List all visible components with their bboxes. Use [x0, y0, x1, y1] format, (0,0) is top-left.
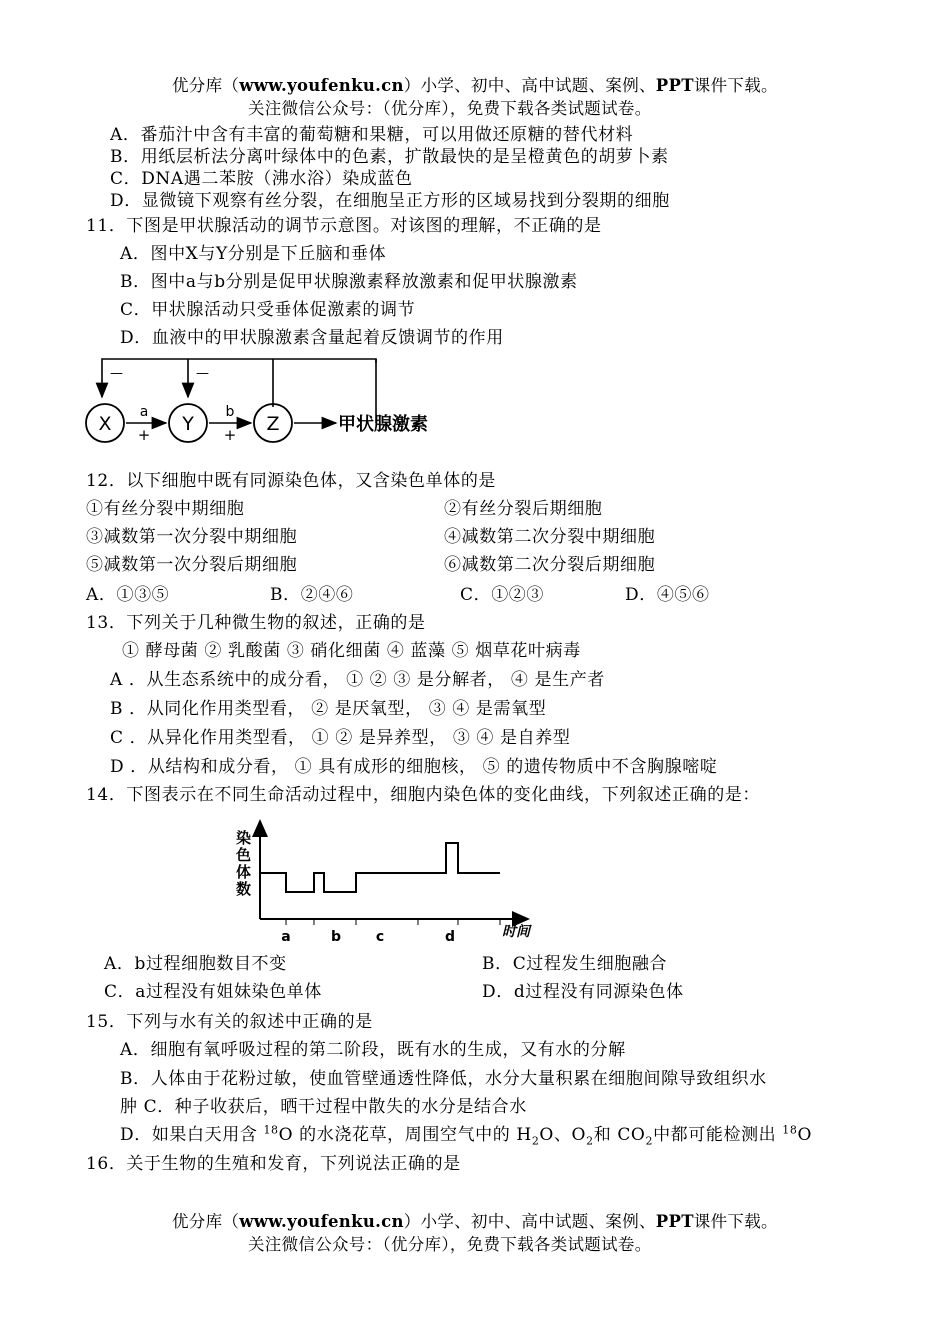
segment-label-d: d	[444, 929, 456, 945]
q13-option-b: B ．从同化作用类型看， ② 是厌氧型， ③ ④ 是需氧型	[110, 699, 547, 719]
q12-option-b: B．②④⑥	[270, 585, 354, 605]
plus-sign-a: +	[137, 426, 151, 444]
q10-option-c: C．DNA遇二苯胺（沸水浴）染成蓝色	[110, 169, 413, 189]
q16-stem: 16．关于生物的生殖和发育，下列说法正确的是	[86, 1154, 461, 1174]
q15-option-b-line2: 肿 C．种子收获后，晒干过程中散失的水分是结合水	[120, 1097, 527, 1117]
q13-stem: 13．下列关于几种微生物的叙述，正确的是	[86, 613, 426, 633]
q15-option-a: A．细胞有氧呼吸过程的第二阶段，既有水的生成，又有水的分解	[120, 1040, 626, 1060]
q13-option-a: A ．从生态系统中的成分看， ① ② ③ 是分解者， ④ 是生产者	[110, 670, 605, 690]
y-axis-label-char: 数	[236, 880, 252, 898]
thyroid-regulation-diagram	[80, 355, 460, 450]
chromosome-curve	[260, 843, 500, 892]
y-axis-label-char: 染	[236, 829, 252, 847]
q10-option-a: A．番茄汁中含有丰富的葡萄糖和果糖，可以用做还原糖的替代材料	[110, 125, 634, 145]
feedback-line-to-x	[102, 359, 376, 397]
q15-option-d	[120, 1124, 812, 1146]
q14-option-c: C．a过程没有姐妹染色单体	[104, 982, 322, 1002]
footer-text: 优分库（	[172, 1212, 240, 1231]
footer-text: ）小学、初中、高中试题、案例、	[403, 1212, 656, 1231]
text-run: 和 CO	[593, 1125, 646, 1145]
superscript: 18	[782, 1123, 798, 1137]
subscript: 2	[645, 1134, 654, 1148]
chromosome-chart	[228, 815, 548, 950]
q11-option-d: D．血液中的甲状腺激素含量起着反馈调节的作用	[120, 328, 504, 348]
header-site: www.youfenku.cn	[239, 76, 404, 95]
node-y-label: Y	[182, 413, 194, 435]
q12-item-4: ④减数第二次分裂中期细胞	[444, 527, 656, 547]
page-footer	[172, 1211, 778, 1233]
subscript: 2	[531, 1134, 540, 1148]
q12-option-a: A．①③⑤	[86, 585, 170, 605]
q14-option-d: D．d过程没有同源染色体	[482, 982, 684, 1002]
q12-option-d: D．④⑤⑥	[625, 585, 710, 605]
plus-sign-b: +	[223, 426, 237, 444]
footer-subline: 关注微信公众号：（优分库），免费下载各类试题试卷。	[248, 1235, 652, 1254]
q12-item-1: ①有丝分裂中期细胞	[86, 499, 245, 519]
q15-stem: 15．下列与水有关的叙述中正确的是	[86, 1012, 373, 1032]
text-run: O、O	[539, 1125, 587, 1145]
q13-option-c: C ．从异化作用类型看， ① ② 是异养型， ③ ④ 是自养型	[110, 728, 571, 748]
text-run: 中都可能检测出	[653, 1125, 783, 1145]
header-ppt: PPT	[655, 76, 694, 95]
q12-item-5: ⑤减数第一次分裂后期细胞	[86, 555, 298, 575]
arrow-label-b: b	[225, 404, 235, 420]
footer-site: www.youfenku.cn	[239, 1212, 404, 1231]
text-run: D．如果白天用含	[120, 1125, 264, 1145]
y-axis-label-char: 色	[236, 846, 252, 864]
footer-text: 课件下载。	[693, 1212, 778, 1231]
segment-label-c: c	[375, 929, 385, 945]
subscript: 2	[586, 1134, 594, 1148]
minus-sign-y: —	[196, 366, 209, 381]
q11-option-b: B．图中a与b分别是促甲状腺激素释放激素和促甲状腺激素	[120, 272, 578, 292]
q11-stem: 11．下图是甲状腺活动的调节示意图。对该图的理解，不正确的是	[86, 216, 602, 236]
arrow-label-a: a	[139, 404, 149, 420]
q14-option-a: A．b过程细胞数目不变	[104, 954, 287, 974]
q12-item-2: ②有丝分裂后期细胞	[444, 499, 603, 519]
footer-ppt: PPT	[655, 1212, 694, 1231]
q11-option-c: C．甲状腺活动只受垂体促激素的调节	[120, 300, 416, 320]
header-text: 课件下载。	[693, 76, 778, 95]
q12-item-6: ⑥减数第二次分裂后期细胞	[444, 555, 656, 575]
node-x-label: X	[98, 413, 112, 435]
minus-sign-x: —	[110, 366, 123, 381]
q14-option-b: B．C过程发生细胞融合	[482, 954, 668, 974]
q10-option-b: B．用纸层析法分离叶绿体中的色素，扩散最快的是呈橙黄色的胡萝卜素	[110, 147, 669, 167]
q12-item-3: ③减数第一次分裂中期细胞	[86, 527, 298, 547]
q12-stem: 12．以下细胞中既有同源染色体，又含染色单体的是	[86, 471, 497, 491]
q10-option-d: D．显微镜下观察有丝分裂，在细胞呈正方形的区域易找到分裂期的细胞	[110, 191, 670, 211]
node-z-label: Z	[266, 413, 280, 435]
segment-label-a: a	[281, 929, 291, 945]
x-axis-label: 时间	[502, 924, 530, 940]
text-run: O	[797, 1125, 813, 1145]
q13-option-d: D ．从结构和成分看， ① 具有成形的细胞核， ⑤ 的遗传物质中不含胸腺嘧啶	[110, 757, 718, 777]
q13-items: ① 酵母菌 ② 乳酸菌 ③ 硝化细菌 ④ 蓝藻 ⑤ 烟草花叶病毒	[122, 641, 581, 661]
output-label: 甲状腺激素	[338, 414, 428, 435]
page-header	[172, 75, 778, 97]
q11-option-a: A．图中X与Y分别是下丘脑和垂体	[120, 244, 387, 264]
superscript: 18	[263, 1123, 279, 1137]
y-axis-label-char: 体	[236, 863, 252, 881]
q12-option-c: C．①②③	[460, 585, 545, 605]
header-subline: 关注微信公众号：（优分库），免费下载各类试题试卷。	[248, 99, 652, 118]
text-run: O 的水浇花草，周围空气中的 H	[278, 1125, 532, 1145]
header-text: ）小学、初中、高中试题、案例、	[403, 76, 656, 95]
segment-label-b: b	[330, 929, 342, 945]
q14-stem: 14．下图表示在不同生命活动过程中，细胞内染色体的变化曲线，下列叙述正确的是：	[86, 785, 761, 805]
q15-option-b-line1: B．人体由于花粉过敏，使血管壁通透性降低，水分大量积累在细胞间隙导致组织水	[120, 1069, 767, 1089]
header-text: 优分库（	[172, 76, 240, 95]
